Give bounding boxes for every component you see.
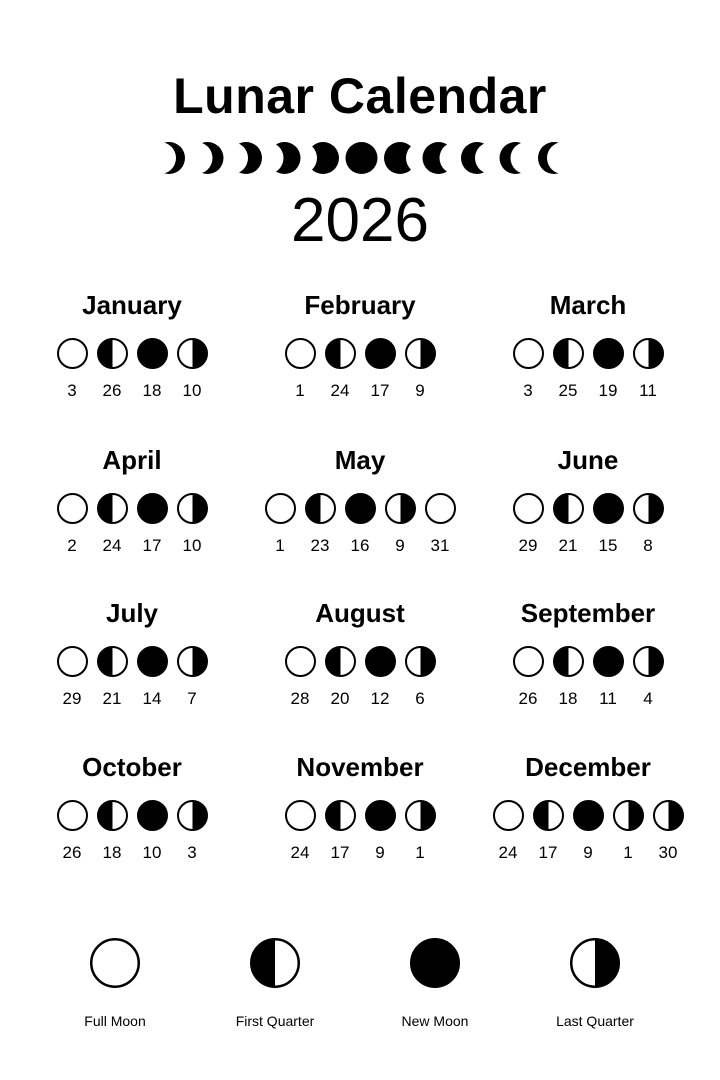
phase-dates-row <box>468 536 708 556</box>
new-moon-icon <box>573 800 604 832</box>
month-name: October <box>82 752 182 782</box>
phase-date: 4 <box>643 689 653 708</box>
legend-item-full <box>35 938 195 1030</box>
legend-item-first <box>195 938 355 1030</box>
month-name: September <box>520 598 656 628</box>
last-quarter-icon <box>177 493 208 525</box>
full-moon-icon <box>513 646 544 678</box>
month-august <box>240 598 480 709</box>
phase-date: 24 <box>290 843 310 862</box>
full-moon-icon <box>493 800 524 832</box>
first-quarter-icon <box>305 493 336 525</box>
phase-date: 3 <box>187 843 197 862</box>
month-january <box>12 290 252 401</box>
waning-gibbous-icon <box>384 142 416 174</box>
phase-date: 14 <box>142 689 162 708</box>
phase-date: 18 <box>558 689 578 708</box>
phase-dates-row <box>12 843 252 863</box>
month-name: February <box>304 290 416 320</box>
phase-date: 26 <box>62 843 82 862</box>
phase-date: 24 <box>330 381 350 400</box>
month-april <box>12 445 252 556</box>
new-moon-icon <box>137 338 168 370</box>
year-heading: 2026 <box>291 186 429 255</box>
first-quarter-icon <box>553 646 584 678</box>
new-moon-icon <box>593 646 624 678</box>
last-quarter-icon <box>633 338 664 370</box>
full-moon-icon <box>285 800 316 832</box>
waning-crescent-icon <box>423 142 455 174</box>
last-quarter-icon <box>177 800 208 832</box>
legend-label: First Quarter <box>235 1013 315 1029</box>
moon-phase-row <box>468 493 708 525</box>
full-moon-icon <box>513 338 544 370</box>
new-moon-icon <box>593 338 624 370</box>
full-moon-icon <box>35 938 195 988</box>
last-quarter-icon <box>633 646 664 678</box>
full-moon-icon <box>425 493 456 525</box>
last-quarter-icon <box>633 493 664 525</box>
legend-label: Last Quarter <box>556 1013 634 1029</box>
month-name: December <box>525 752 651 782</box>
first-quarter-icon <box>325 646 356 678</box>
month-march <box>468 290 708 401</box>
phase-dates-row <box>468 689 708 709</box>
phase-date: 17 <box>370 381 390 400</box>
last-quarter-icon <box>653 800 684 832</box>
phase-date: 19 <box>598 381 618 400</box>
phase-date: 9 <box>395 536 405 555</box>
moon-phase-row <box>12 646 252 678</box>
new-moon-icon <box>346 142 378 174</box>
phase-date: 7 <box>187 689 197 708</box>
first-quarter-icon <box>195 938 355 988</box>
phase-dates-row <box>240 381 480 401</box>
waxing-crescent-icon <box>153 142 185 174</box>
phase-date: 20 <box>330 689 350 708</box>
phase-date: 10 <box>182 381 202 400</box>
phase-date: 24 <box>498 843 518 862</box>
first-quarter-icon <box>533 800 564 832</box>
last-quarter-icon <box>515 938 675 988</box>
waning-crescent-icon <box>500 142 532 174</box>
moon-phase-row <box>240 800 480 832</box>
waning-crescent-icon <box>538 142 570 174</box>
new-moon-icon <box>137 493 168 525</box>
month-name: July <box>105 598 159 628</box>
phase-date: 21 <box>102 689 122 708</box>
phase-date: 2 <box>67 536 77 555</box>
full-moon-icon <box>57 338 88 370</box>
month-october <box>12 752 252 863</box>
new-moon-icon <box>365 800 396 832</box>
month-november <box>240 752 480 863</box>
waning-crescent-icon <box>461 142 493 174</box>
last-quarter-icon <box>405 338 436 370</box>
last-quarter-icon <box>613 800 644 832</box>
phase-date: 23 <box>310 536 330 555</box>
month-december <box>468 752 708 863</box>
moon-phase-row <box>12 800 252 832</box>
new-moon-icon <box>365 338 396 370</box>
last-quarter-icon <box>405 646 436 678</box>
first-quarter-icon <box>97 800 128 832</box>
phase-date: 11 <box>639 381 657 400</box>
month-name: January <box>82 290 182 320</box>
month-may <box>240 445 480 556</box>
last-quarter-icon <box>177 646 208 678</box>
full-moon-icon <box>265 493 296 525</box>
moon-phase-row <box>468 338 708 370</box>
new-moon-icon <box>137 800 168 832</box>
phase-date: 21 <box>558 536 578 555</box>
month-name: August <box>315 598 405 628</box>
first-quarter-icon <box>553 493 584 525</box>
phase-date: 26 <box>518 689 538 708</box>
phase-date: 1 <box>623 843 633 862</box>
phase-date: 31 <box>430 536 450 555</box>
phase-date: 3 <box>523 381 533 400</box>
phase-date: 10 <box>182 536 202 555</box>
moon-phase-row <box>240 493 480 525</box>
full-moon-icon <box>57 493 88 525</box>
waxing-gibbous-icon <box>307 142 339 174</box>
moon-phase-row <box>468 646 708 678</box>
phase-date: 1 <box>295 381 305 400</box>
phase-date: 17 <box>142 536 162 555</box>
legend-item-new <box>355 938 515 1030</box>
first-quarter-icon <box>97 338 128 370</box>
legend-label: New Moon <box>401 1013 469 1029</box>
moon-phase-row <box>468 800 708 832</box>
first-quarter-icon <box>325 338 356 370</box>
legend-item-last <box>515 938 675 1030</box>
month-july <box>12 598 252 709</box>
phase-dates-row <box>12 689 252 709</box>
month-name: November <box>296 752 424 782</box>
phase-date: 17 <box>330 843 350 862</box>
new-moon-icon <box>137 646 168 678</box>
phase-date: 11 <box>599 689 617 708</box>
phase-date: 9 <box>583 843 593 862</box>
full-moon-icon <box>513 493 544 525</box>
phase-date: 9 <box>415 381 425 400</box>
legend-label: Full Moon <box>84 1013 146 1029</box>
phase-date: 3 <box>67 381 77 400</box>
phase-date: 29 <box>518 536 538 555</box>
phase-date: 18 <box>102 843 122 862</box>
last-quarter-icon <box>385 493 416 525</box>
full-moon-icon <box>285 338 316 370</box>
phase-date: 15 <box>598 536 618 555</box>
phase-date: 1 <box>275 536 285 555</box>
waxing-crescent-icon <box>192 142 224 174</box>
first-quarter-icon <box>97 646 128 678</box>
phase-date: 18 <box>142 381 162 400</box>
moon-phase-row <box>240 646 480 678</box>
new-moon-icon <box>355 938 515 988</box>
first-quarter-icon <box>553 338 584 370</box>
month-name: April <box>102 445 162 475</box>
full-moon-icon <box>57 646 88 678</box>
last-quarter-icon <box>405 800 436 832</box>
phase-dates-row <box>240 536 480 556</box>
first-quarter-icon <box>325 800 356 832</box>
full-moon-icon <box>57 800 88 832</box>
phase-date: 12 <box>370 689 390 708</box>
phase-date: 28 <box>290 689 310 708</box>
month-february <box>240 290 480 401</box>
moon-phase-row <box>12 338 252 370</box>
first-quarter-icon <box>97 493 128 525</box>
moon-phase-row <box>240 338 480 370</box>
month-september <box>468 598 708 709</box>
phase-date: 9 <box>375 843 385 862</box>
phase-date: 10 <box>142 843 162 862</box>
phase-date: 16 <box>350 536 370 555</box>
month-name: June <box>557 445 619 475</box>
phase-dates-row <box>12 381 252 401</box>
phase-date: 25 <box>558 381 578 400</box>
phase-dates-row <box>240 843 480 863</box>
month-name: May <box>334 445 386 475</box>
waxing-crescent-icon <box>230 142 262 174</box>
month-name: March <box>549 290 627 320</box>
new-moon-icon <box>593 493 624 525</box>
phase-date: 17 <box>538 843 558 862</box>
phase-dates-row <box>468 381 708 401</box>
phase-dates-row <box>240 689 480 709</box>
phase-date: 8 <box>643 536 653 555</box>
phase-dates-row <box>12 536 252 556</box>
new-moon-icon <box>365 646 396 678</box>
waxing-crescent-icon <box>269 142 301 174</box>
phase-date: 24 <box>102 536 122 555</box>
moon-phase-row <box>12 493 252 525</box>
last-quarter-icon <box>177 338 208 370</box>
new-moon-icon <box>345 493 376 525</box>
phase-date: 26 <box>102 381 122 400</box>
month-june <box>468 445 708 556</box>
page-title: Lunar Calendar <box>173 68 547 124</box>
phase-date: 1 <box>415 843 425 862</box>
phase-date: 29 <box>62 689 82 708</box>
full-moon-icon <box>285 646 316 678</box>
moon-phase-strip <box>0 138 720 178</box>
phase-date: 30 <box>658 843 678 862</box>
phase-dates-row <box>468 843 708 863</box>
phase-date: 6 <box>415 689 425 708</box>
